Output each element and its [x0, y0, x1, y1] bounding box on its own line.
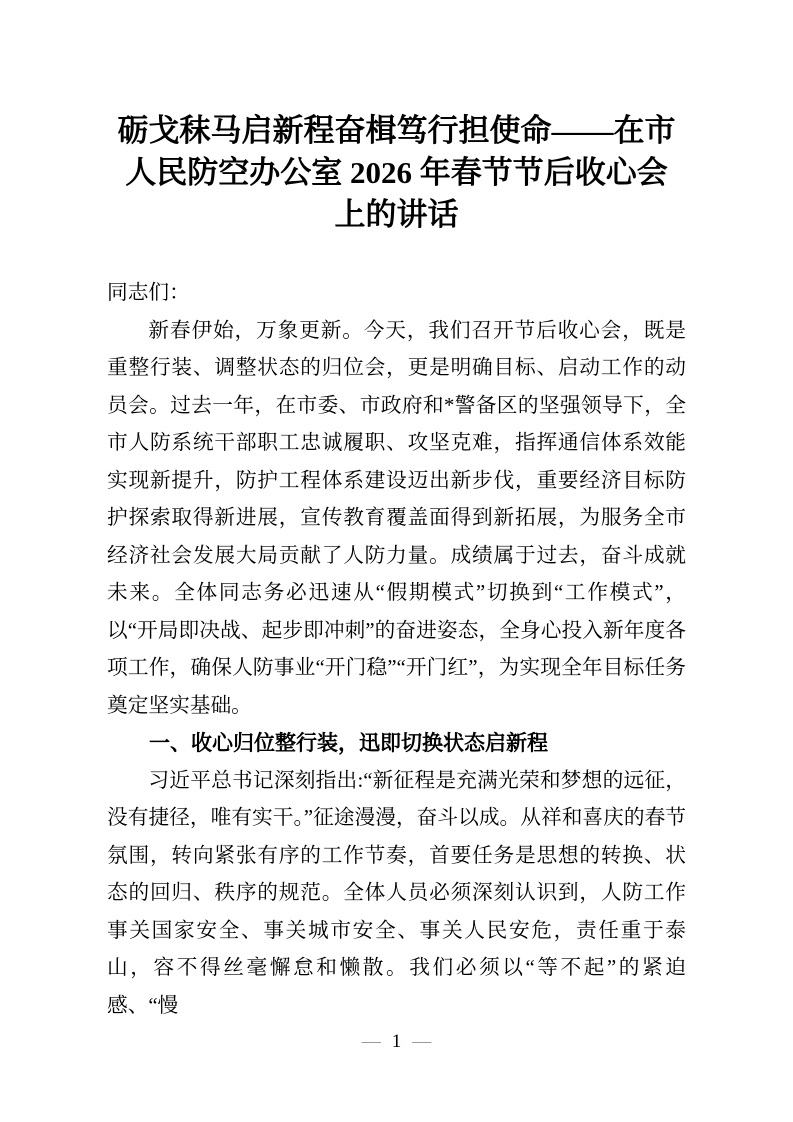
footer-dash-left: — — [361, 1031, 381, 1052]
paragraph-opening: 新春伊始，万象更新。今天，我们召开节后收心会，既是重整行装、调整状态的归位会，更是明确目标、启动工作的动员会。过去一年，在市委、市政府和*警备区的坚强领导下，全市人防系统干部职工忠诚履职、攻坚克难，指挥通信体系效能实现新提升，防护工程体系建设迈出新步伐，重要经济目标防护探索取得新进展，宣传教育覆盖面得到新拓展，为服务全市经济社会发展大局贡献了人防力量。成绩属于过去，奋斗成就未来。全体同志务必迅速从“假期模式”切换到“工作模式”，以“开局即决战、起步即冲刺”的奋进姿态，全身心投入新年度各项工作，确保人防事业“开门稳”“开门红”，为实现全年目标任务奠定坚实基础。 — [107, 319, 686, 717]
salutation: 同志们： — [107, 282, 190, 304]
document-title-line-3: 上的讲话 — [334, 197, 459, 232]
section-heading-1: 一、收心归位整行装，迅即切换状态启新程 — [149, 732, 548, 755]
document-content — [107, 0, 686, 1025]
page-footer — [0, 1031, 793, 1053]
footer-dash-right: — — [412, 1031, 432, 1052]
document-title-line-1: 砺戈秣马启新程奋楫笃行担使命——在市 — [117, 113, 676, 148]
page-number: 1 — [391, 1031, 402, 1052]
paragraph-section-1: 习近平总书记深刻指出:“新征程是充满光荣和梦想的远征，没有捷径，唯有实干。”征途漫漫，奋斗以成。从祥和喜庆的春节氛围，转向紧张有序的工作节奏，首要任务是思想的转换、状态的回归、秩序的规范。全体人员必须深刻认识到，人防工作事关国家安全、事关城市安全、事关人民安危，责任重于泰山，容不得丝毫懈怠和懒散。我们必须以“等不起”的紧迫感、“慢 — [107, 769, 686, 1017]
document-title — [107, 110, 686, 236]
document-title-line-2: 人民防空办公室 2026 年春节节后收心会 — [125, 155, 668, 190]
